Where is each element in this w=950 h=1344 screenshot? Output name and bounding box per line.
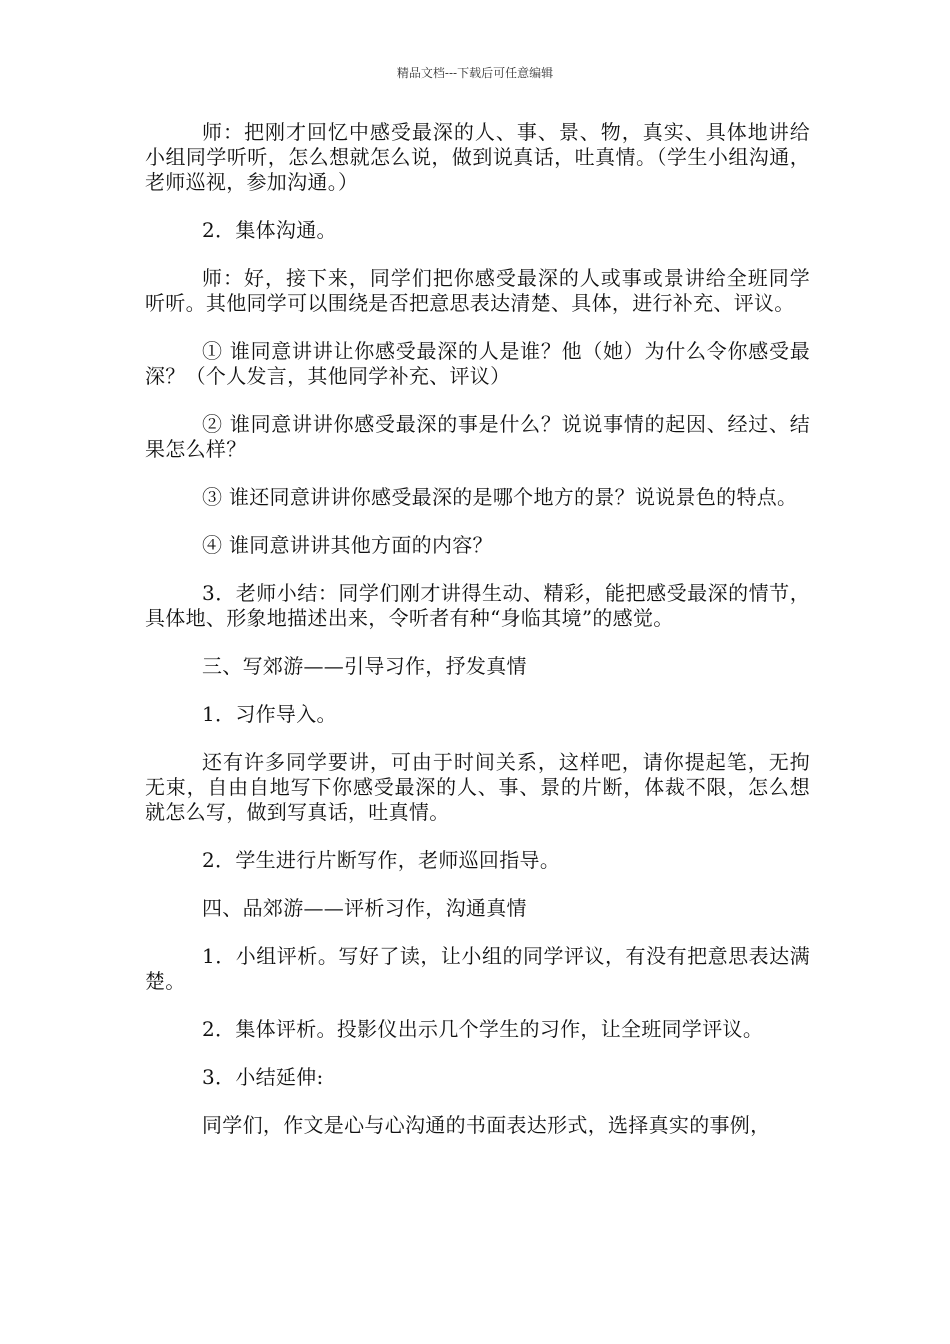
paragraph-question-2: ② 谁同意讲讲你感受最深的事是什么？说说事情的起因、经过、结果怎么样？ <box>145 412 810 461</box>
paragraph-group-evaluation: 1．小组评析。写好了读，让小组的同学评议，有没有把意思表达满楚。 <box>145 944 810 993</box>
paragraph-summary-extension: 3．小结延伸: <box>202 1065 324 1089</box>
paragraph-teacher-prompt: 师：好，接下来，同学们把你感受最深的人或事或景讲给全班同学听听。其他同学可以围绕是否把意思表达清楚、具体，进行补充、评议。 <box>145 266 810 315</box>
paragraph-student-writing: 2．学生进行片断写作，老师巡回指导。 <box>202 848 561 872</box>
paragraph-question-4: ④ 谁同意讲讲其他方面的内容？ <box>202 533 493 557</box>
paragraph-question-1: ① 谁同意讲讲让你感受最深的人是谁？他（她）为什么令你感受最深？（个人发言，其他同学补充、评议） <box>145 339 810 388</box>
document-body <box>145 120 810 1138</box>
section-heading-evaluation: 四、品郊游——评析习作，沟通真情 <box>202 896 527 920</box>
section-heading-writing: 三、写郊游——引导习作，抒发真情 <box>202 654 527 678</box>
paragraph-question-3: ③ 谁还同意讲讲你感受最深的是哪个地方的景？说说景色的特点。 <box>202 485 798 509</box>
paragraph-teacher-instruction: 师：把刚才回忆中感受最深的人、事、景、物，真实、具体地讲给小组同学听听，怎么想就怎么说，做到说真话，吐真情。（学生小组沟通，老师巡视，参加沟通。） <box>145 120 810 194</box>
paragraph-teacher-summary: 3．老师小结：同学们刚才讲得生动、精彩，能把感受最深的情节，具体地、形象地描述出来，令听者有种“身临其境”的感觉。 <box>145 581 810 630</box>
paragraph-writing-intro: 还有许多同学要讲，可由于时间关系，这样吧，请你提起笔，无拘无束，自由自地写下你感受最深的人、事、景的片断，体裁不限，怎么想就怎么写，做到写真话，吐真情。 <box>145 750 810 824</box>
paragraph-class-evaluation: 2．集体评析。投影仪出示几个学生的习作，让全班同学评议。 <box>202 1017 764 1041</box>
paragraph-group-discussion-heading: 2．集体沟通。 <box>202 218 337 242</box>
paragraph-closing: 同学们，作文是心与心沟通的书面表达形式，选择真实的事例， <box>202 1113 771 1137</box>
paragraph-writing-intro-heading: 1．习作导入。 <box>202 702 337 726</box>
page-header: 精品文档---下载后可任意编辑 <box>396 66 554 80</box>
